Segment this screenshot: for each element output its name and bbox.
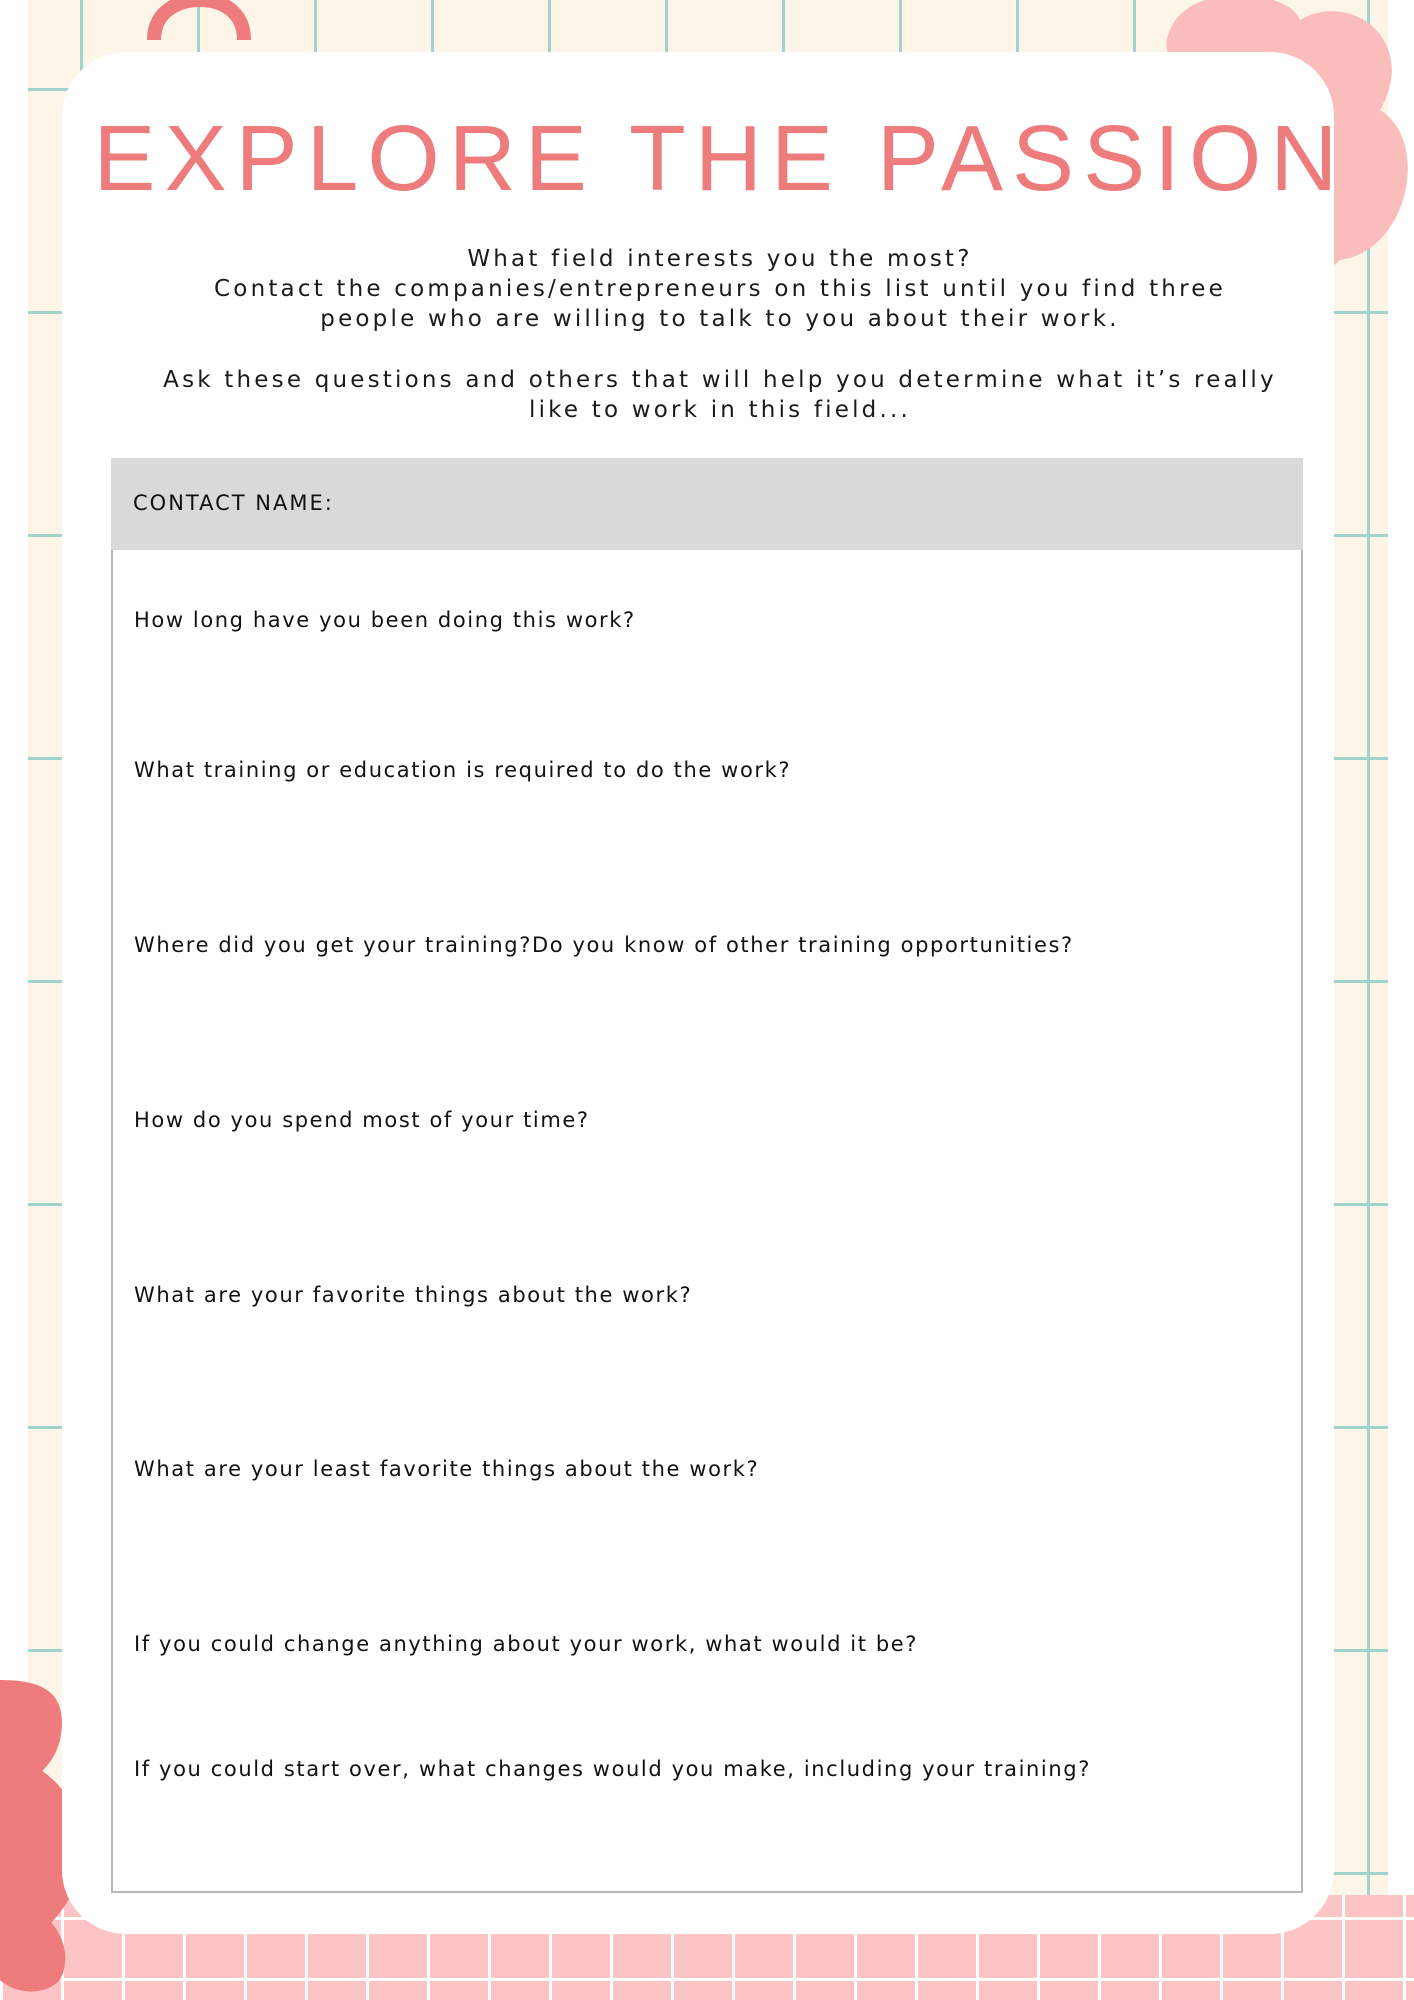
intro-line: What field interests you the most? <box>467 246 973 272</box>
intro-line: like to work in this field... <box>528 397 912 423</box>
question-4: How do you spend most of your time? <box>134 1108 590 1132</box>
intro-line: people who are willing to talk to you about their work. <box>320 306 1120 332</box>
intro-text-2 <box>110 365 1330 425</box>
question-1: How long have you been doing this work? <box>134 608 636 632</box>
contact-name-row[interactable] <box>111 458 1303 550</box>
question-3: Where did you get your training?Do you know of other training opportunities? <box>134 933 1074 957</box>
page-title: EXPLORE THE PASSION <box>93 106 1347 210</box>
question-2: What training or education is required to do the work? <box>134 758 792 782</box>
intro-line: Ask these questions and others that will help you determine what it’s really <box>163 367 1277 393</box>
question-8: If you could start over, what changes would you make, including your training? <box>134 1757 1091 1781</box>
question-7: If you could change anything about your work, what would it be? <box>134 1632 919 1656</box>
interview-form <box>111 458 1303 1893</box>
question-5: What are your favorite things about the work? <box>134 1283 693 1307</box>
pink-arc-top-left <box>140 0 260 60</box>
contact-name-label: CONTACT NAME: <box>133 491 334 515</box>
question-6: What are your least favorite things about the work? <box>134 1457 760 1481</box>
intro-line: Contact the companies/entrepreneurs on this list until you find three <box>214 276 1226 302</box>
intro-text <box>110 244 1330 334</box>
